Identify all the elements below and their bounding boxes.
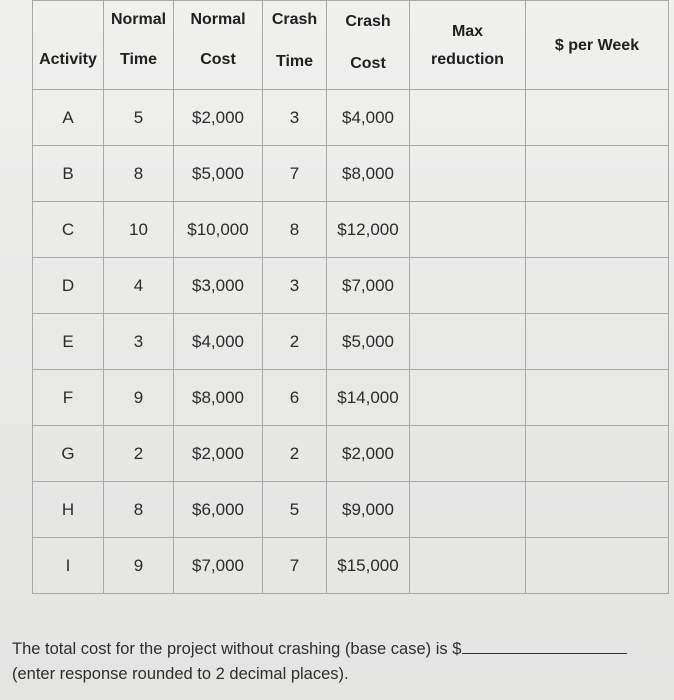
cell-max-reduction[interactable] [410,426,526,482]
cell-crash-time: 3 [263,90,327,146]
cell-crash-time: 2 [263,314,327,370]
table-row [33,146,669,202]
cell-max-reduction[interactable] [410,314,526,370]
table-row [33,202,669,258]
cell-crash-cost: $14,000 [327,370,410,426]
header-crash-cost [327,1,410,90]
cell-crash-cost: $5,000 [327,314,410,370]
header-normal-cost-line2: Cost [200,51,236,68]
cell-max-reduction[interactable] [410,258,526,314]
cell-normal-cost: $2,000 [174,90,263,146]
header-normal-time [104,1,174,90]
cell-crash-cost: $7,000 [327,258,410,314]
cell-per-week[interactable] [526,538,669,594]
cell-normal-time: 2 [104,426,174,482]
header-normal-cost [174,1,263,90]
cell-activity: D [33,258,104,314]
cell-per-week[interactable] [526,482,669,538]
header-max-reduction-line1: Max [451,23,484,40]
cell-normal-time: 8 [104,146,174,202]
cell-activity: B [33,146,104,202]
header-activity: Activity [33,1,104,90]
header-crash-cost-line2: Cost [350,55,386,72]
cell-normal-time: 10 [104,202,174,258]
cell-normal-cost: $7,000 [174,538,263,594]
cell-crash-cost: $15,000 [327,538,410,594]
cell-normal-cost: $6,000 [174,482,263,538]
cell-activity: E [33,314,104,370]
header-crash-time-line2: Time [275,53,314,70]
cell-normal-time: 5 [104,90,174,146]
cell-per-week[interactable] [526,202,669,258]
question-line-1: The total cost for the project without crashing (base case) is $ [12,637,672,662]
cell-normal-cost: $4,000 [174,314,263,370]
cell-crash-time: 2 [263,426,327,482]
cell-activity: I [33,538,104,594]
table-row [33,426,669,482]
cell-max-reduction[interactable] [410,90,526,146]
header-normal-time-line1: Normal [110,11,167,28]
header-crash-cost-line1: Crash [345,13,391,30]
cell-per-week[interactable] [526,370,669,426]
cell-crash-time: 7 [263,146,327,202]
cell-crash-cost: $4,000 [327,90,410,146]
cell-crash-cost: $12,000 [327,202,410,258]
cell-per-week[interactable] [526,146,669,202]
answer-blank[interactable] [462,637,627,654]
cell-activity: H [33,482,104,538]
cell-max-reduction[interactable] [410,202,526,258]
cell-normal-time: 8 [104,482,174,538]
cell-crash-time: 8 [263,202,327,258]
header-per-week: $ per Week [526,1,669,90]
cell-normal-time: 9 [104,370,174,426]
cell-crash-time: 6 [263,370,327,426]
cell-crash-cost: $8,000 [327,146,410,202]
cell-per-week[interactable] [526,426,669,482]
table-row [33,314,669,370]
question-line-2: (enter response rounded to 2 decimal places). [12,665,349,683]
table-row [33,482,669,538]
cell-normal-time: 3 [104,314,174,370]
cell-normal-time: 4 [104,258,174,314]
cell-per-week[interactable] [526,314,669,370]
cell-normal-cost: $5,000 [174,146,263,202]
header-normal-cost-line1: Normal [190,11,246,28]
cell-activity: F [33,370,104,426]
header-crash-time-line1: Crash [271,11,318,28]
cell-crash-time: 7 [263,538,327,594]
cell-normal-cost: $2,000 [174,426,263,482]
table-row [33,90,669,146]
cell-crash-cost: $2,000 [327,426,410,482]
cell-per-week[interactable] [526,258,669,314]
cell-activity: C [33,202,104,258]
cell-max-reduction[interactable] [410,482,526,538]
header-crash-time [263,1,327,90]
cell-per-week[interactable] [526,90,669,146]
cell-max-reduction[interactable] [410,146,526,202]
table-header-row [33,1,669,90]
cell-max-reduction[interactable] [410,538,526,594]
cell-activity: G [33,426,104,482]
header-max-reduction-line2: reduction [431,51,504,68]
crashing-table [32,0,669,594]
cell-normal-cost: $8,000 [174,370,263,426]
cell-max-reduction[interactable] [410,370,526,426]
table-row [33,538,669,594]
table-row [33,258,669,314]
cell-normal-cost: $3,000 [174,258,263,314]
cell-normal-time: 9 [104,538,174,594]
header-normal-time-line2: Time [119,51,158,68]
cell-activity: A [33,90,104,146]
cell-crash-time: 3 [263,258,327,314]
question-text [12,637,672,687]
cell-crash-cost: $9,000 [327,482,410,538]
table-row [33,370,669,426]
header-max-reduction [410,1,526,90]
cell-crash-time: 5 [263,482,327,538]
cell-normal-cost: $10,000 [174,202,263,258]
